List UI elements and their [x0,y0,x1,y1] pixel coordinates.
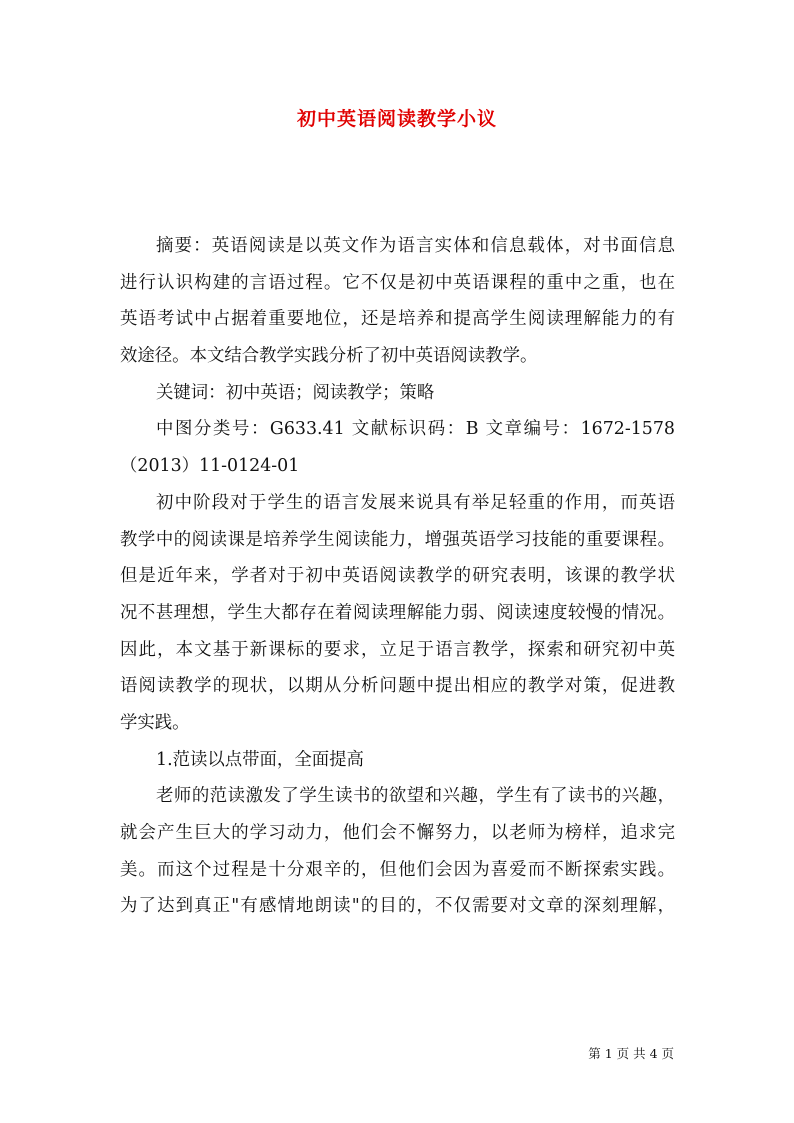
paragraph-2-line-4: 为了达到真正"有感情地朗读"的目的，不仅需要对文章的深刻理解， [120,896,675,917]
paragraph-1-line-2: 教学中的阅读课是培养学生阅读能力，增强英语学习技能的重要课程。 [120,529,675,550]
document-body [120,228,675,925]
paragraph-2-line-3: 美。而这个过程是十分艰辛的，但他们会因为喜爱而不断探索实践。 [120,859,675,880]
abstract-line-2: 进行认识构建的言语过程。它不仅是初中英语课程的重中之重，也在 [120,272,675,293]
paragraph-1-line-6: 语阅读教学的现状，以期从分析问题中提出相应的教学对策，促进教 [120,676,675,697]
abstract-line-3: 英语考试中占据着重要地位，还是培养和提高学生阅读理解能力的有 [120,309,675,330]
classification-line-2: （2013）11-0124-01 [120,456,300,477]
document-title: 初中英语阅读教学小议 [296,108,497,130]
paragraph-1-line-5: 因此，本文基于新课标的要求，立足于语言教学，探索和研究初中英 [120,639,675,660]
keywords-line: 关键词：初中英语；阅读教学；策略 [156,382,435,403]
paragraph-2-line-2: 就会产生巨大的学习动力，他们会不懈努力，以老师为榜样，追求完 [120,823,675,843]
paragraph-1-line-1: 初中阶段对于学生的语言发展来说具有举足轻重的作用，而英语 [156,492,675,513]
classification-line: 中图分类号：G633.41 文献标识码：B 文章编号：1672-1578 [156,419,675,440]
abstract-line-4: 效途径。本文结合教学实践分析了初中英语阅读教学。 [120,346,538,367]
paragraph-1-line-7: 学实践。 [120,712,190,733]
paragraph-2-line-1: 老师的范读激发了学生读书的欲望和兴趣，学生有了读书的兴趣， [156,786,675,807]
page-footer: 第 1 页 共 4 页 [588,1046,674,1061]
section-heading: 1.范读以点带面，全面提高 [156,749,364,770]
abstract-line-1: 摘要：英语阅读是以英文作为语言实体和信息载体，对书面信息 [156,236,675,256]
paragraph-1-line-4: 况不甚理想，学生大都存在着阅读理解能力弱、阅读速度较慢的情况。 [120,602,675,623]
paragraph-1-line-3: 但是近年来，学者对于初中英语阅读教学的研究表明，该课的教学状 [120,566,675,587]
